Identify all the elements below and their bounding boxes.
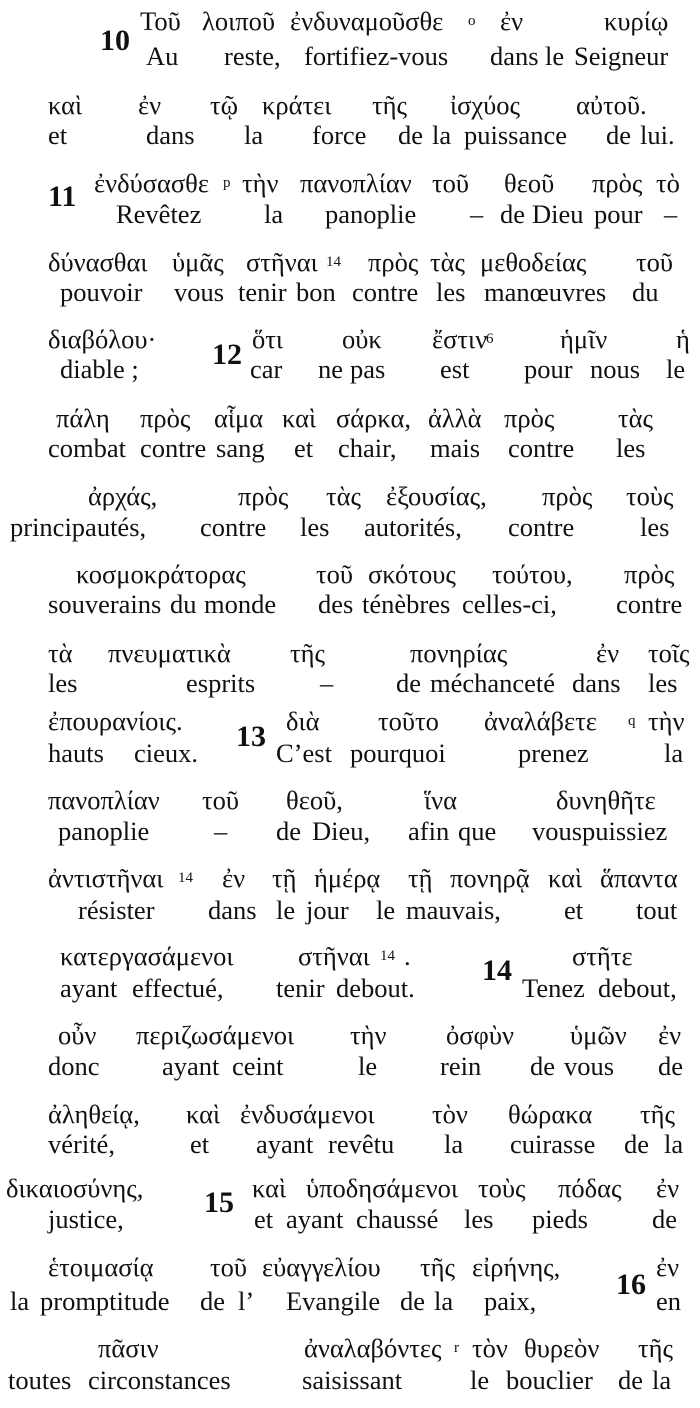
greek-word: ἐν [656, 1252, 680, 1282]
french-word: chaussé [356, 1204, 439, 1234]
footnote-marker: q [628, 713, 636, 729]
greek-word: κοσμοκράτορας [76, 559, 246, 589]
french-word: jour [306, 895, 349, 925]
french-word: Au [146, 41, 179, 71]
french-word: de [398, 120, 424, 150]
french-word: esprits [186, 668, 256, 698]
greek-word: διὰ [286, 706, 320, 736]
french-line-2 [0, 119, 700, 152]
french-word: le [276, 895, 296, 925]
french-line-14 [0, 1050, 700, 1083]
greek-word: . [404, 941, 411, 971]
greek-word: ἐξουσίας, [386, 481, 487, 511]
greek-word: πόδας [558, 1173, 622, 1203]
greek-word: περιζωσάμενοι [136, 1020, 295, 1050]
french-word: méchanceté [430, 668, 556, 698]
french-word: force [312, 120, 367, 150]
french-word: circonstances [88, 1365, 231, 1395]
french-word: et [48, 120, 68, 150]
french-line-11 [0, 815, 700, 848]
french-word: le [470, 1365, 490, 1395]
greek-word: ὀσφὺν [446, 1020, 514, 1050]
french-word: ne [318, 354, 344, 384]
french-word: de [606, 120, 632, 150]
french-word: monde [204, 589, 277, 619]
french-word: le [376, 895, 396, 925]
greek-word: τοῦ [636, 247, 674, 277]
greek-line-3 [0, 167, 700, 200]
french-word: chair, [338, 433, 397, 463]
greek-word: αἷμα [214, 403, 264, 433]
french-word: diable ; [60, 354, 139, 384]
greek-word: πᾶσιν [98, 1333, 159, 1363]
french-word: pas [350, 354, 386, 384]
verse-number-12: 12 [212, 338, 242, 371]
french-word: du [632, 277, 659, 307]
greek-word: διαβόλου· [48, 324, 157, 354]
french-word: que [458, 816, 497, 846]
greek-word: καὶ [548, 863, 583, 893]
french-word: Tenez [522, 973, 585, 1003]
french-word: vous [174, 277, 225, 307]
french-word: le [666, 354, 686, 384]
french-word: sang [216, 433, 265, 463]
french-word: de [530, 1051, 556, 1081]
greek-word: πρὸς [504, 403, 555, 433]
french-word: des [318, 589, 354, 619]
french-word: principautés, [10, 512, 147, 542]
french-word: les [436, 277, 466, 307]
french-word: vérité, [48, 1129, 115, 1159]
greek-word: Τοῦ [140, 6, 181, 36]
french-word: et [190, 1129, 210, 1159]
greek-word: τῷ [210, 90, 239, 120]
greek-word: τὰς [430, 247, 466, 277]
greek-word: πανοπλίαν [48, 785, 160, 815]
greek-word: κράτει [262, 90, 332, 120]
french-line-18 [0, 1364, 700, 1397]
greek-word: ἐν [500, 6, 524, 36]
french-word: tout [636, 895, 678, 925]
french-word: autorités, [364, 512, 462, 542]
french-word: les [640, 512, 670, 542]
greek-word: τῇ [408, 863, 433, 893]
french-word: cieux. [134, 738, 199, 768]
greek-word: ἵνα [424, 785, 457, 815]
french-word: la [664, 1129, 684, 1159]
french-word: la [244, 120, 264, 150]
greek-word: τοῦτο [378, 706, 439, 736]
greek-word: ἐνδύσασθε [94, 168, 209, 198]
french-word: donc [48, 1051, 100, 1081]
french-word: Revêtez [116, 199, 202, 229]
greek-word: ἡμῖν [560, 324, 608, 354]
french-word: rein [440, 1051, 482, 1081]
french-word: de [624, 1129, 650, 1159]
greek-word: θεοῦ [504, 168, 555, 198]
greek-line-11 [0, 784, 700, 817]
greek-word: τοῖς [648, 638, 690, 668]
french-word: vous [532, 816, 583, 846]
greek-word: πρὸς [592, 168, 643, 198]
french-word: celles-ci, [462, 589, 557, 619]
french-word: de [618, 1365, 644, 1395]
french-word: les [616, 433, 646, 463]
greek-word: τῆς [290, 638, 326, 668]
greek-word: τῆς [420, 1252, 456, 1282]
greek-word: ἐν [658, 1020, 682, 1050]
greek-word: ἀληθείᾳ, [48, 1099, 140, 1129]
greek-word: κυρίῳ [604, 6, 669, 36]
french-word: car [250, 354, 283, 384]
french-word: vous [564, 1051, 615, 1081]
greek-line-17 [0, 1251, 700, 1284]
french-word: la [664, 738, 684, 768]
greek-line-16 [0, 1172, 700, 1205]
french-word: pourquoi [350, 738, 446, 768]
french-word: l’ [238, 1286, 255, 1316]
french-word: reste, [224, 41, 281, 71]
french-word: dans [208, 895, 257, 925]
greek-word: ἐν [138, 90, 162, 120]
greek-word: τὴν [648, 706, 685, 736]
french-word: bouclier [506, 1365, 593, 1395]
greek-word: στῆτε [572, 941, 633, 971]
french-word: dans [572, 668, 621, 698]
french-word: du [170, 589, 197, 619]
verse-number-14: 14 [482, 954, 512, 987]
french-word: la [434, 1286, 454, 1316]
greek-word: τὴν [242, 168, 279, 198]
greek-line-15 [0, 1098, 700, 1131]
greek-word: τοὺς [626, 481, 674, 511]
french-line-13 [0, 972, 700, 1005]
french-word: souverains [48, 589, 162, 619]
french-word: toutes [8, 1365, 72, 1395]
greek-word: ἐν [596, 638, 620, 668]
greek-word: οὖν [58, 1020, 97, 1050]
french-word: afin [408, 816, 450, 846]
french-word: le [358, 1051, 378, 1081]
greek-line-2 [0, 89, 700, 122]
french-word: les [48, 668, 78, 698]
greek-word: ἀρχάς, [88, 481, 158, 511]
french-word: et [294, 433, 314, 463]
verse-number-16: 16 [616, 1268, 646, 1301]
french-word: dans [490, 41, 539, 71]
french-word: tenir [276, 973, 325, 1003]
greek-word: καὶ [48, 90, 83, 120]
french-word: les [464, 1204, 494, 1234]
greek-line-6 [0, 402, 700, 435]
french-word: de [500, 199, 526, 229]
greek-word: ἐπουρανίοις. [48, 706, 183, 736]
french-word: C’est [276, 738, 332, 768]
french-word: de [396, 668, 422, 698]
french-word: puissiez [582, 816, 668, 846]
greek-word: πρὸς [238, 481, 289, 511]
greek-word: πάλη [56, 403, 110, 433]
greek-word: τῆς [640, 1099, 676, 1129]
french-word: de [276, 816, 302, 846]
french-word: la [10, 1286, 30, 1316]
greek-word: πρὸς [542, 481, 593, 511]
footnote-marker: 14 [326, 254, 341, 270]
greek-word: καὶ [186, 1099, 221, 1129]
french-word: contre [616, 589, 683, 619]
footnote-marker: 14 [380, 948, 395, 964]
french-word: justice, [48, 1204, 124, 1234]
french-word: revêtu [328, 1129, 395, 1159]
greek-word: ἐνδυσάμενοι [240, 1099, 375, 1129]
french-word: debout. [336, 973, 415, 1003]
french-word: résister [78, 895, 155, 925]
french-word: prenez [518, 738, 589, 768]
greek-word: τούτου, [492, 559, 573, 589]
french-word: contre [508, 433, 575, 463]
french-word: Seigneur [574, 41, 669, 71]
greek-word: ἀναλάβετε [484, 706, 597, 736]
french-word: de [400, 1286, 426, 1316]
french-word: tenir [238, 277, 287, 307]
french-word: manœuvres [484, 277, 607, 307]
french-word: pour [594, 199, 643, 229]
french-word: nous [590, 354, 641, 384]
french-word: Evangile [286, 1286, 381, 1316]
greek-word: ὅτι [252, 324, 284, 354]
footnote-marker: 6 [486, 331, 494, 347]
french-word: la [432, 120, 452, 150]
greek-line-10 [0, 705, 700, 738]
greek-word: πρὸς [624, 559, 675, 589]
greek-word: πονηρίας [410, 638, 508, 668]
greek-word: καὶ [282, 403, 317, 433]
greek-word: τῆς [372, 90, 408, 120]
french-word: et [254, 1204, 274, 1234]
french-word: – [664, 199, 678, 229]
greek-word: δικαιοσύνης, [6, 1173, 144, 1203]
greek-word: τοῦ [210, 1252, 248, 1282]
french-word: ceint [232, 1051, 284, 1081]
greek-word: ἀλλὰ [428, 403, 482, 433]
greek-word: τοὺς [478, 1173, 526, 1203]
french-word: ayant [256, 1129, 314, 1159]
greek-word: θώρακα [508, 1099, 593, 1129]
french-word: contre [352, 277, 419, 307]
french-word: Dieu, [312, 816, 371, 846]
greek-word: πονηρᾷ [450, 863, 530, 893]
french-word: mais [430, 433, 481, 463]
greek-word: κατεργασάμενοι [60, 941, 234, 971]
greek-word: δύνασθαι [48, 247, 148, 277]
greek-word: ἐν [222, 863, 246, 893]
greek-word: τοῦ [202, 785, 240, 815]
french-word: les [300, 512, 330, 542]
greek-word: τὰ [48, 638, 73, 668]
french-line-4 [0, 276, 700, 309]
french-line-3 [0, 198, 700, 231]
verse-number-11: 11 [48, 180, 77, 213]
french-word: panoplie [58, 816, 150, 846]
greek-word: ἀναλαβόντες [304, 1333, 442, 1363]
greek-word: ἔστιν [432, 324, 488, 354]
greek-word: ἀντιστῆναι [48, 863, 164, 893]
footnote-marker: o [468, 13, 476, 29]
footnote-marker: p [223, 175, 231, 191]
french-word: contre [508, 512, 575, 542]
french-word: pouvoir [60, 277, 143, 307]
greek-word: πρὸς [368, 247, 419, 277]
greek-line-18 [0, 1332, 700, 1365]
greek-word: μεθοδείας [480, 247, 587, 277]
greek-line-5 [0, 323, 700, 356]
french-word: pour [524, 354, 573, 384]
greek-word: τῆς [638, 1333, 674, 1363]
french-line-10 [0, 737, 700, 770]
greek-word: θυρεὸν [524, 1333, 600, 1363]
french-word: la [652, 1365, 672, 1395]
french-line-9 [0, 667, 700, 700]
greek-word: θεοῦ, [286, 785, 343, 815]
greek-word: σάρκα, [336, 403, 412, 433]
greek-word: ἅπαντα [600, 863, 678, 893]
french-line-6 [0, 432, 700, 465]
greek-line-14 [0, 1019, 700, 1052]
french-word: le [545, 41, 565, 71]
greek-word: πρὸς [140, 403, 191, 433]
footnote-marker: r [454, 1340, 459, 1356]
verse-number-10: 10 [100, 24, 130, 57]
french-line-16 [0, 1203, 700, 1236]
french-word: de [652, 1204, 678, 1234]
french-word: Dieu [532, 199, 584, 229]
greek-word: ἡμέρᾳ [314, 863, 381, 893]
french-word: fortifiez-vous [304, 41, 449, 71]
french-word: bon [296, 277, 336, 307]
greek-word: τῇ [272, 863, 297, 893]
greek-word: καὶ [252, 1173, 287, 1203]
greek-word: ὑποδησάμενοι [306, 1173, 458, 1203]
greek-line-13 [0, 940, 700, 973]
greek-line-8 [0, 558, 700, 591]
greek-word: τοῦ [316, 559, 354, 589]
french-word: ténèbres [362, 589, 451, 619]
greek-word: ὑμῶν [570, 1020, 627, 1050]
french-word: ayant [60, 973, 118, 1003]
french-line-17 [0, 1285, 700, 1318]
greek-word: τὸν [432, 1099, 468, 1129]
greek-word: τὰς [326, 481, 362, 511]
french-word: de [200, 1286, 226, 1316]
french-word: la [444, 1129, 464, 1159]
greek-word: τὸν [472, 1333, 508, 1363]
french-word: dans [146, 120, 195, 150]
greek-word: εὐαγγελίου [262, 1252, 381, 1282]
greek-line-7 [0, 480, 700, 513]
french-word: – [214, 816, 228, 846]
french-word: pieds [532, 1204, 588, 1234]
french-word: effectué, [132, 973, 224, 1003]
french-line-12 [0, 894, 700, 927]
greek-word: εἰρήνης, [472, 1252, 561, 1282]
french-word: – [470, 199, 484, 229]
french-word: paix, [484, 1286, 537, 1316]
french-word: saisissant [302, 1365, 403, 1395]
greek-word: ἐνδυναμοῦσθε [290, 6, 444, 36]
greek-line-9 [0, 637, 700, 670]
french-word: hauts [48, 738, 104, 768]
french-word: lui. [640, 120, 675, 150]
french-word: puissance [464, 120, 568, 150]
greek-line-1 [0, 5, 700, 38]
greek-line-12 [0, 862, 700, 895]
greek-word: στῆναι [246, 247, 318, 277]
footnote-marker: 14 [178, 870, 193, 886]
french-word: contre [200, 512, 267, 542]
french-word: – [320, 668, 334, 698]
french-word: mauvais, [406, 895, 501, 925]
french-line-8 [0, 588, 700, 621]
greek-word: ἑτοιμασίᾳ [48, 1252, 154, 1282]
greek-word: ἡ [676, 324, 690, 354]
greek-word: αὐτοῦ. [576, 90, 647, 120]
greek-word: τὰς [618, 403, 654, 433]
french-word: et [564, 895, 584, 925]
french-word: contre [140, 433, 207, 463]
french-word: debout, [598, 973, 677, 1003]
greek-word: σκότους [368, 559, 456, 589]
french-word: de [658, 1051, 684, 1081]
verse-number-13: 13 [236, 720, 266, 753]
greek-word: πνευματικὰ [108, 638, 231, 668]
french-word: est [440, 354, 470, 384]
greek-word: δυνηθῆτε [556, 785, 656, 815]
french-word: panoplie [325, 199, 417, 229]
greek-word: τὸ [656, 168, 680, 198]
french-word: en [656, 1286, 682, 1316]
french-line-5 [0, 353, 700, 386]
french-word: ayant [286, 1204, 344, 1234]
french-word: cuirasse [510, 1129, 596, 1159]
greek-word: τοῦ [432, 168, 470, 198]
verse-number-15: 15 [204, 1186, 234, 1219]
french-word: les [648, 668, 678, 698]
french-word: ayant [162, 1051, 220, 1081]
greek-word: λοιποῦ [202, 6, 275, 36]
french-word: promptitude [40, 1286, 170, 1316]
greek-word: τὴν [350, 1020, 387, 1050]
french-line-7 [0, 511, 700, 544]
greek-word: ἐν [656, 1173, 680, 1203]
greek-line-4 [0, 246, 700, 279]
greek-word: στῆναι [298, 941, 370, 971]
french-word: la [264, 199, 284, 229]
french-line-1 [0, 40, 700, 73]
french-word: combat [48, 433, 126, 463]
greek-word: ἰσχύος [450, 90, 521, 120]
greek-word: οὐκ [342, 324, 382, 354]
french-line-15 [0, 1128, 700, 1161]
greek-word: ὑμᾶς [172, 247, 224, 277]
greek-word: πανοπλίαν [300, 168, 412, 198]
